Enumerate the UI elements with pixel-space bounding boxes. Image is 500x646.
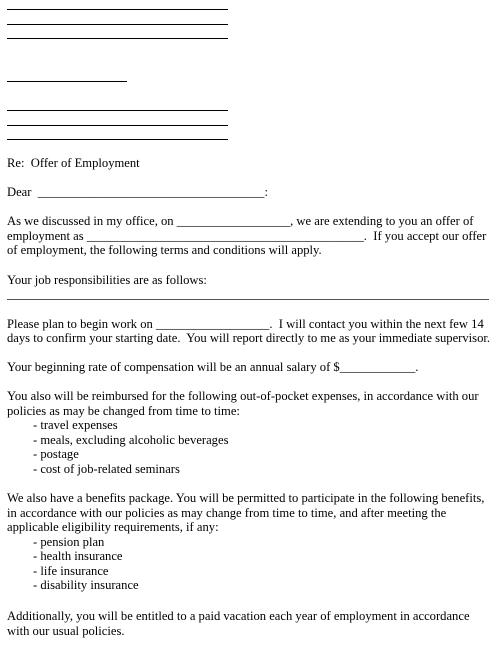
subject-line: Re: Offer of Employment bbox=[7, 156, 140, 170]
vacation-paragraph-line-1: Additionally, you will be entitled to a paid vacation each year of employment in accordance bbox=[7, 609, 470, 623]
expense-item: - travel expenses bbox=[33, 418, 118, 432]
date-line bbox=[7, 81, 127, 82]
expense-item: - postage bbox=[33, 447, 79, 461]
benefits-intro-line-2: in accordance with our policies as may change from time to time, and after meeting the bbox=[7, 506, 447, 520]
benefits-intro-line-3: applicable eligibility requirements, if any: bbox=[7, 520, 219, 534]
benefit-item: - pension plan bbox=[33, 535, 105, 549]
vacation-paragraph-line-2: with our usual policies. bbox=[7, 624, 125, 638]
start-paragraph-line-2: days to confirm your starting date. You will report directly to me as your immediate supervisor. bbox=[7, 331, 491, 345]
recipient-line-1 bbox=[7, 110, 228, 111]
salutation: Dear ____________________________________: bbox=[7, 185, 268, 199]
salary-line: Your beginning rate of compensation will be an annual salary of $____________. bbox=[7, 360, 419, 374]
offer-paragraph-line-2: employment as ____________________________________________. If you accept our offer bbox=[7, 229, 487, 243]
offer-paragraph-line-3: of employment, the following terms and conditions will apply. bbox=[7, 243, 322, 257]
expenses-intro-line-2: policies as may be changed from time to time: bbox=[7, 404, 240, 418]
recipient-line-2 bbox=[7, 125, 228, 126]
responsibilities-blank-line bbox=[7, 299, 489, 300]
address-line-2 bbox=[7, 24, 228, 25]
offer-paragraph-line-1: As we discussed in my office, on __________________, we are extending to you an offer of bbox=[7, 214, 474, 228]
benefit-item: - life insurance bbox=[33, 564, 109, 578]
benefits-intro-line-1: We also have a benefits package. You will be permitted to participate in the following benefits, bbox=[7, 491, 485, 505]
benefit-item: - health insurance bbox=[33, 549, 123, 563]
start-paragraph-line-1: Please plan to begin work on __________________. I will contact you within the next few 14 bbox=[7, 317, 484, 331]
expense-item: - meals, excluding alcoholic beverages bbox=[33, 433, 229, 447]
responsibilities-heading: Your job responsibilities are as follows: bbox=[7, 273, 207, 287]
expenses-intro-line-1: You also will be reimbursed for the following out-of-pocket expenses, in accordance with our bbox=[7, 389, 479, 403]
expense-item: - cost of job-related seminars bbox=[33, 462, 180, 476]
address-line-3 bbox=[7, 38, 228, 39]
recipient-line-3 bbox=[7, 139, 228, 140]
address-line-1 bbox=[7, 9, 228, 10]
benefit-item: - disability insurance bbox=[33, 578, 139, 592]
